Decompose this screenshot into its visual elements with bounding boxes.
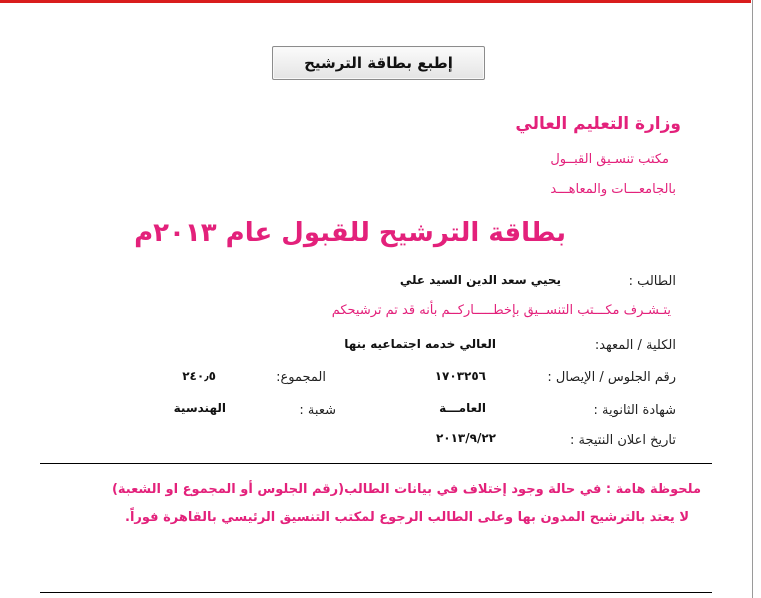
total-value: ٢٤٠٫٥ xyxy=(182,369,216,383)
note-line-2: لا يعتد بالترشيح المدون بها وعلى الطالب الرجوع لمكتب التنسيق الرئيسي بالقاهرة فوراً. xyxy=(125,510,689,525)
faculty-label: الكلية / المعهد: xyxy=(594,338,676,353)
print-card-button[interactable]: إطبع بطاقة الترشيح xyxy=(272,46,485,80)
greeting-text: يتـشـرف مكـــتب التنســيق بإخطـــــاركــم بأنه قد تم ترشيحكم xyxy=(331,303,671,318)
universities-title: بالجامعـــات والمعاهـــد xyxy=(550,182,676,197)
seat-value: ١٧٠٣٢٥٦ xyxy=(434,369,486,383)
top-red-bar xyxy=(0,0,751,3)
office-title: مكتب تنسـيق القبــول xyxy=(550,152,669,167)
result-date-value: ٢٠١٣/٩/٢٢ xyxy=(435,431,496,445)
certificate-label: شهادة الثانوية : xyxy=(593,403,676,418)
scrollbar-edge xyxy=(752,0,753,598)
total-label: المجموع: xyxy=(276,370,326,385)
faculty-value: العالي خدمه اجتماعيه بنها xyxy=(344,337,496,351)
student-name: يحيي سعد الدين السيد علي xyxy=(399,273,561,287)
branch-value: الهندسية xyxy=(173,401,226,415)
seat-label: رقم الجلوس / الإيصال : xyxy=(547,370,676,385)
ministry-title: وزارة التعليم العالي xyxy=(515,114,681,134)
branch-label: شعبة : xyxy=(299,403,336,418)
note-line-1: ملحوظة هامة : في حالة وجود إختلاف في بيانات الطالب(رقم الجلوس أو المجموع او الشعبة) xyxy=(111,482,701,497)
student-label: الطالب : xyxy=(628,274,676,289)
result-date-label: تاريخ اعلان النتيجة : xyxy=(569,433,676,448)
divider-top xyxy=(40,463,712,464)
card-title: بطاقة الترشيح للقبول عام ٢٠١٣م xyxy=(134,218,566,248)
divider-bottom xyxy=(40,592,712,593)
certificate-value: العامـــة xyxy=(439,401,486,415)
